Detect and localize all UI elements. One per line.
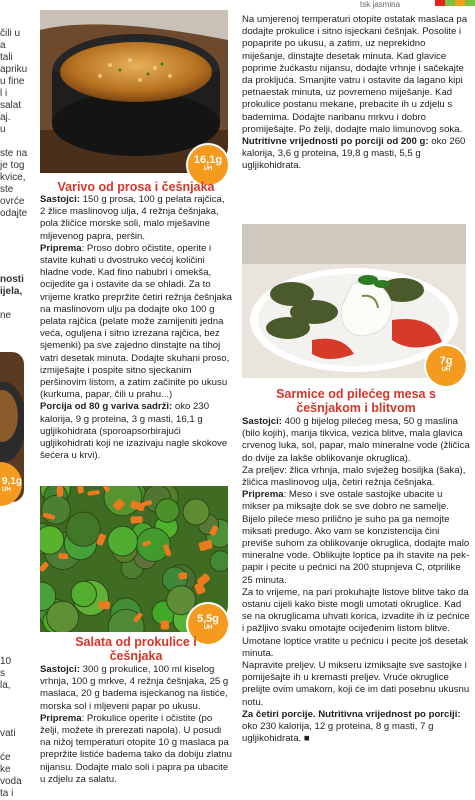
previous-page-text-fragment: ijela, [0,286,23,297]
accent-swatch-orange [455,0,465,6]
accent-color-bar [435,0,475,6]
previous-page-text-fragment: ste na [0,148,28,159]
left-uh-badge: 9,1g UH [0,462,22,506]
recipe-1-preparation: Priprema: Proso dobro očistite, operite i stavite kuhati u dvostruko većoj količini hladne vode. Kad fino nabubri i omekša, ocijedite ga i ostavite da se ohladi. Za to vrijeme kratko prepržite četiri režnja češnjaka na maslinovom ulju pa dodajte oko 100 g pelata rajčica (pelate može zamijeniti jedna veća, oguljena i sitno izrezana rajčica, bez sjemenki) pa sve zajedno dinstajte na tihoj vatri desetak minuta. Dodajte skuhani proso, izmiješajte i pospite sitno sjeckanim peršinovim listom, a zatim začinite po ukusu (kurkuma, papar, čili u prahu...) [40,242,232,401]
recipe-1-uh-badge: 16,1g UH [188,145,228,185]
previous-page-text-fragment: s [0,668,5,679]
previous-page-text-fragment: ta i [0,788,14,799]
previous-page-text-fragment: čili u [0,28,21,39]
previous-page-text-fragment: odajte [0,208,28,219]
previous-page-text-fragment: vati [0,728,16,739]
previous-page-text-fragment: ovrće [0,196,25,207]
recipe-3-body [242,416,470,745]
previous-page-text-fragment: nosti [0,274,24,285]
previous-page-text-fragment: kvice, [0,172,26,183]
previous-page-text-fragment: 10 [0,656,12,667]
recipe-2-title: Salata od prokulice i češnjaka [75,635,197,663]
recipe-1-title: Varivo od prosa i češnjaka [57,180,215,194]
recipe-3-title: Sarmice od pilećeg mesa s češnjakom i blitvom [276,387,436,415]
previous-page-text-fragment: la, [0,680,11,691]
accent-swatch-green [445,0,455,6]
previous-page-text-fragment: aj. [0,112,11,123]
recipe-2-preparation-continued: Na umjerenoj temperaturi otopite ostatak maslaca pa dodajte prokulice i sitno isjeckani češnjak. Posolite i popaprite po ukusu, a zatim, uz neprekidno miješanje, dinstajte desetak minuta. Kad glavice poprime žućkastu nijansu, dodajte vrhnje i sačekajte da prokljuća. Smanjite vatru i ostavite da lagano kipi petnaestak minuta, uz povremeno miješanje. Kad prokulice postanu mekane, prebacite ih u zdjelu s bademima. Dodajte naribanu mrkvu i dobro promiješajte. Po želji, dodajte malo limunovog soka. [242,14,468,135]
previous-page-text-fragment: u fine [0,76,25,87]
recipe-2-body [40,664,232,786]
previous-page-text-fragment: ne [0,310,12,321]
previous-page-text-fragment: ke [0,764,11,775]
recipe-1-body [40,194,232,462]
recipe-3-preparation: Priprema: Meso i sve ostale sastojke ubacite u mikser pa miksajte dok se sve dobro ne sameljе. Bijelo pileće meso prilično je suho pa ga nemojte miksati predugo. Ako vam se konzistencija čini previše suhom za oblikovanje okruglica, dodajte malo mineralne vode. Oblikujte loptice pa ih stavite na pek-papir i pecite u pećnici na 200 stupnjeva C, otprilike 25 minuta. [242,489,470,586]
previous-page-text-fragment: voda [0,776,22,787]
previous-page-strip [0,0,30,800]
previous-page-text-fragment: tali [0,52,13,63]
previous-page-text-fragment: a [0,40,6,51]
recipe-1-nutrition: Porcija od 80 g variva sadrži: oko 230 kalorija, 9 g proteina, 3 g masti, 16,1 g ugljikohidrata (sporoapsorbirajući ugljikohidrati koji ne izazivaju nagle skokove šećera u krvi). [40,401,228,462]
previous-page-text-fragment: l i [0,88,8,99]
previous-page-text-fragment: ste [0,184,14,195]
recipe-3-uh-badge: 7g UH [426,346,466,386]
recipe-2-ingredients: Sastojci: 300 g prokulice, 100 ml kiselog vrhnja, 100 g mrkve, 4 režnja češnjaka, 25 g maslaca, 20 g bademа isjeckanog na listiće, morska sol i mljeveni papar po ukusu. [40,664,229,712]
accent-swatch-green-2 [465,0,475,6]
previous-page-text-fragment: je tog [0,160,25,171]
previous-page-text-fragment: salat [0,100,22,111]
recipe-3-preparation-3: Napravite preljev. U mikseru izmiksajte sve sastojke i pomiješajte ih u kremasti preljev. Vruće okruglice prelijte ovim umakom, koji će im dati posebnu ukusnu notu. [242,660,470,708]
magazine-brand: tsk jasmina [360,0,401,9]
recipe-3-ingredients: Sastojci: 400 g bijelog pilećeg mesa, 50 g maslina (bilo kojih), manja tikvica, vezica blitve, mala glavica crvenog luka, sol, papar, malo mineralne vode (žličica do dvije za lakše oblikovanje okruglica). [242,416,470,464]
recipe-2-preparation: Priprema: Prokulice operite i očistite (po želji, možete ih prerezati napola). U posudi na nižoj temperaturi otopite 10 g maslaca pa prepržite listiće badema tako da dobiju zlatnu nijansu. Dodajte malo soli i papra pa ubacite u zdjelu za salatu. [40,712,232,785]
recipe-2-uh-badge: 5,5g UH [188,604,228,644]
recipe-3-nutrition: Za četiri porcije. Nutritivna vrijednost po porciji: oko 230 kalorija, 12 g proteina, 8 g masti, 7 g ugljikohidrata. ■ [242,708,461,745]
recipe-1-ingredients: Sastojci: 150 g prosa, 100 g pelata rajčica, 2 žlice maslinovog ulja, 4 režnja češnjaka, pola žličice morske soli, malo mješavine mljevenog papra, peršin. [40,194,225,242]
recipe-3-dressing: Za preljev: žlica vrhnja, malo svježeg bosiljka (šaka), žličica maslinovog ulja, četiri režnja češnjaka. [242,464,466,489]
previous-page-text-fragment: u [0,124,6,135]
recipe-2-continuation [242,14,470,173]
recipe-3-preparation-2: Za to vrijeme, na pari prokuhajte listove blitve tako da ostanu cijeli kako biste mogli umotati okruglice. Kad se na okruglicama uhvati korica, izvadite ih iz pećnice i pažljivo svaku omotajte ocijeđenim listom blitve. Umotane loptice vratite u pećnicu i pecite još desetak minuta. [242,586,470,659]
recipe-2-nutrition: Nutritivne vrijednosti po porciji od 200 g: oko 260 kalorija, 3,6 g proteina, 19,8 g masti, 5,5 g ugljikohidrata. [242,136,466,172]
previous-page-text-fragment: apriku [0,64,28,75]
accent-swatch-red [435,0,445,6]
previous-page-text-fragment: će [0,752,11,763]
